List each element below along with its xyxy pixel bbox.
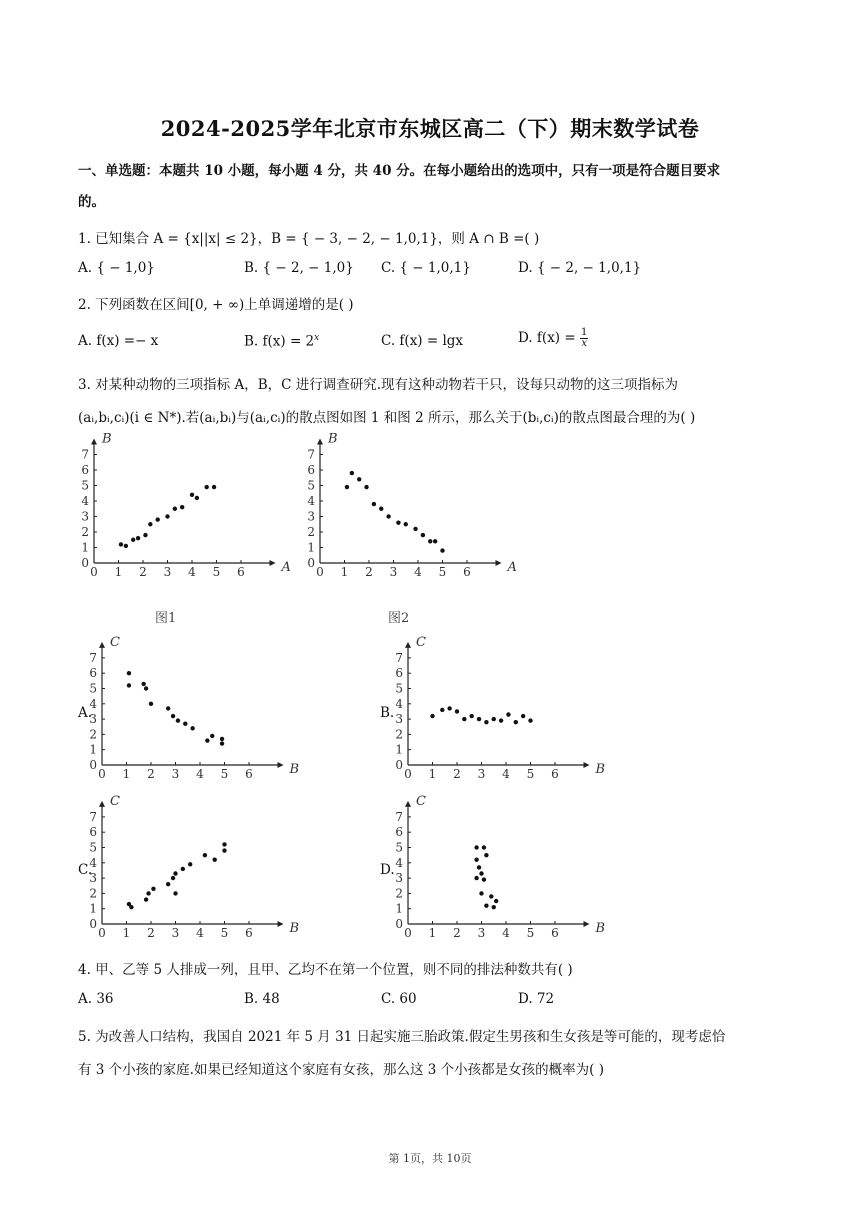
data-point xyxy=(190,726,194,730)
y-tick-label: 5 xyxy=(89,681,97,696)
data-point xyxy=(372,502,376,506)
q2-option-a: A. f(x) =− x xyxy=(78,333,159,349)
x-tick-label: 1 xyxy=(428,926,437,940)
y-tick-label: 0 xyxy=(81,556,89,570)
data-point xyxy=(484,720,488,724)
data-point xyxy=(474,876,478,880)
x-tick-label: 6 xyxy=(237,565,245,579)
x-tick-label: 4 xyxy=(188,565,196,579)
q4-stem: 4. 甲、乙等 5 人排成一列，且甲、乙均不在第一个位置，则不同的排法种数共有( ) xyxy=(78,962,573,978)
x-tick-label: 3 xyxy=(171,926,180,940)
x-axis-arrow xyxy=(584,762,590,768)
data-point xyxy=(203,853,207,857)
data-point xyxy=(379,507,383,511)
scatter-option-d xyxy=(386,792,606,942)
x-axis-label: B xyxy=(289,921,300,936)
x-tick-label: 3 xyxy=(163,565,172,579)
x-tick-label: 5 xyxy=(212,565,221,579)
y-tick-label: 4 xyxy=(395,855,403,870)
data-point xyxy=(124,544,128,548)
data-point xyxy=(521,714,525,718)
data-point xyxy=(205,738,209,742)
data-point xyxy=(345,485,349,489)
data-point xyxy=(482,845,486,849)
figure-2-caption: 图2 xyxy=(388,611,410,626)
data-point xyxy=(212,485,216,489)
data-point xyxy=(413,527,417,531)
x-tick-label: 1 xyxy=(122,767,131,781)
y-tick-label: 1 xyxy=(307,540,315,555)
data-point xyxy=(220,737,224,741)
data-point xyxy=(156,517,160,521)
data-point xyxy=(489,894,493,898)
y-tick-label: 0 xyxy=(395,758,403,772)
q3-line1: 3. 对某种动物的三项指标 A，B，C 进行调查研究.现有这种动物若干只，设每只动物的这三项指标为 xyxy=(78,377,679,393)
data-point xyxy=(188,862,192,866)
data-point xyxy=(421,533,425,537)
data-point xyxy=(494,899,498,903)
data-point xyxy=(477,717,481,721)
x-tick-label: 6 xyxy=(245,767,253,781)
x-tick-label: 2 xyxy=(365,565,373,579)
data-point xyxy=(131,538,135,542)
y-tick-label: 3 xyxy=(395,871,403,886)
q2-option-d xyxy=(518,328,588,349)
data-point xyxy=(129,905,133,909)
q2-stem: 2. 下列函数在区间[0, + ∞)上单调递增的是( ) xyxy=(78,297,354,313)
x-tick-label: 4 xyxy=(196,926,204,940)
scatter-option-c xyxy=(80,792,300,942)
y-tick-label: 5 xyxy=(81,478,89,493)
data-point xyxy=(440,708,444,712)
x-axis-label: B xyxy=(595,762,606,777)
y-tick-label: 4 xyxy=(89,855,97,870)
scatter-option-b xyxy=(386,633,606,783)
y-tick-label: 2 xyxy=(395,727,403,742)
data-point xyxy=(149,702,153,706)
data-point xyxy=(213,858,217,862)
data-point xyxy=(183,721,187,725)
data-point xyxy=(222,848,226,852)
data-point xyxy=(173,891,177,895)
x-tick-label: 5 xyxy=(438,565,447,579)
scatter-figure-2 xyxy=(298,431,517,587)
y-tick-label: 1 xyxy=(395,901,403,916)
data-point xyxy=(447,706,451,710)
data-point xyxy=(386,514,390,518)
y-tick-label: 3 xyxy=(395,712,403,727)
y-tick-label: 7 xyxy=(307,447,315,462)
data-point xyxy=(136,536,140,540)
x-tick-label: 2 xyxy=(139,565,147,579)
exam-title: 2024-2025学年北京市东城区高二（下）期末数学试卷 xyxy=(160,116,700,141)
data-point xyxy=(148,522,152,526)
x-tick-label: 2 xyxy=(453,767,461,781)
data-point xyxy=(479,891,483,895)
x-tick-label: 5 xyxy=(220,767,229,781)
x-tick-label: 0 xyxy=(316,565,324,579)
x-tick-label: 0 xyxy=(98,926,106,940)
data-point xyxy=(479,871,483,875)
data-point xyxy=(357,477,361,481)
y-axis-arrow xyxy=(405,642,411,648)
y-axis-label: C xyxy=(416,793,426,809)
q1-option-b: B. { − 2, − 1,0} xyxy=(244,260,354,276)
data-point xyxy=(151,887,155,891)
data-point xyxy=(176,718,180,722)
data-point xyxy=(528,718,532,722)
x-axis-label: B xyxy=(289,762,300,777)
y-tick-label: 7 xyxy=(395,809,403,824)
q4-option-b: B. 48 xyxy=(244,991,280,1007)
y-tick-label: 3 xyxy=(81,509,89,524)
q5-line2: 有 3 个小孩的家庭.如果已经知道这个家庭有女孩，那么这 3 个小孩都是女孩的概率为( ) xyxy=(78,1062,604,1078)
x-tick-label: 1 xyxy=(122,926,131,940)
data-point xyxy=(119,542,123,546)
x-axis-label: A xyxy=(281,560,291,575)
x-tick-label: 4 xyxy=(502,926,510,940)
y-tick-label: 4 xyxy=(89,696,97,711)
y-tick-label: 0 xyxy=(395,917,403,931)
y-tick-label: 4 xyxy=(395,696,403,711)
x-tick-label: 3 xyxy=(389,565,398,579)
y-tick-label: 7 xyxy=(89,809,97,824)
x-tick-label: 6 xyxy=(551,767,559,781)
fraction-numerator: 1 xyxy=(580,327,588,338)
y-tick-label: 3 xyxy=(307,509,315,524)
y-axis-arrow xyxy=(317,439,323,445)
y-tick-label: 2 xyxy=(89,886,97,901)
q1-option-c: C. { − 1,0,1} xyxy=(381,260,471,276)
y-axis-label: C xyxy=(110,793,120,809)
data-point xyxy=(499,718,503,722)
q4-option-a: A. 36 xyxy=(78,991,114,1007)
y-tick-label: 1 xyxy=(395,742,403,757)
scatter-option-a xyxy=(80,633,300,783)
q3-option-d-label: D. xyxy=(380,862,395,878)
q2-option-d-fraction xyxy=(580,328,588,349)
data-point xyxy=(428,539,432,543)
q2-option-b xyxy=(244,333,319,350)
q3-option-c-label: C. xyxy=(78,862,93,878)
y-tick-label: 5 xyxy=(89,840,97,855)
data-point xyxy=(222,842,226,846)
x-tick-label: 4 xyxy=(502,767,510,781)
page-footer: 第 1页，共 10页 xyxy=(388,1152,472,1165)
y-tick-label: 6 xyxy=(395,666,403,681)
x-tick-label: 1 xyxy=(428,767,437,781)
data-point xyxy=(173,871,177,875)
data-point xyxy=(190,493,194,497)
x-tick-label: 0 xyxy=(404,926,412,940)
data-point xyxy=(195,496,199,500)
y-tick-label: 1 xyxy=(81,540,89,555)
y-tick-label: 2 xyxy=(395,886,403,901)
data-point xyxy=(484,903,488,907)
data-point xyxy=(205,485,209,489)
q1-stem: 1. 已知集合 A = {x||x| ≤ 2}，B = { − 3, − 2, − 1,0,1}，则 A ∩ B =( ) xyxy=(78,231,540,247)
data-point xyxy=(440,548,444,552)
y-tick-label: 6 xyxy=(89,666,97,681)
x-axis-arrow xyxy=(270,560,276,566)
q4-option-c: C. 60 xyxy=(381,991,417,1007)
y-axis-label: C xyxy=(110,634,120,650)
y-tick-label: 3 xyxy=(89,712,97,727)
x-axis-arrow xyxy=(278,762,284,768)
q2-option-b-exponent: x xyxy=(314,333,320,343)
q3-option-a-label: A. xyxy=(78,705,93,721)
scatter-figure-1 xyxy=(72,431,291,587)
data-point xyxy=(173,507,177,511)
y-tick-label: 0 xyxy=(89,758,97,772)
data-point xyxy=(165,514,169,518)
y-tick-label: 0 xyxy=(307,556,315,570)
y-tick-label: 1 xyxy=(89,901,97,916)
data-point xyxy=(433,539,437,543)
x-axis-label: A xyxy=(507,560,517,575)
data-point xyxy=(127,683,131,687)
q2-option-c: C. f(x) = lgx xyxy=(381,333,464,349)
q4-option-d: D. 72 xyxy=(518,991,555,1007)
x-axis-arrow xyxy=(584,921,590,927)
data-point xyxy=(127,671,131,675)
y-tick-label: 4 xyxy=(307,494,315,508)
y-tick-label: 1 xyxy=(89,742,97,757)
q5-line1: 5. 为改善人口结构，我国自 2021 年 5 月 31 日起实施三胎政策.假定生男孩和生女孩是等可能的，现考虑恰 xyxy=(78,1029,726,1045)
x-tick-label: 6 xyxy=(245,926,253,940)
y-axis-arrow xyxy=(99,801,105,807)
x-tick-label: 4 xyxy=(414,565,422,579)
data-point xyxy=(181,867,185,871)
y-tick-label: 0 xyxy=(89,917,97,931)
y-tick-label: 6 xyxy=(89,825,97,840)
y-axis-arrow xyxy=(91,439,97,445)
data-point xyxy=(171,714,175,718)
y-tick-label: 4 xyxy=(81,494,89,508)
y-tick-label: 2 xyxy=(89,727,97,742)
q3-line2: (aᵢ,bᵢ,cᵢ)(i ∈ N*).若(aᵢ,bᵢ)与(aᵢ,cᵢ)的散点图如图 1 和图 2 所示，那么关于(bᵢ,cᵢ)的散点图最合理的为( ) xyxy=(78,410,696,426)
y-tick-label: 2 xyxy=(81,525,89,539)
q1-option-d: D. { − 2, − 1,0,1} xyxy=(518,260,642,276)
data-point xyxy=(180,505,184,509)
y-tick-label: 5 xyxy=(395,840,403,855)
y-tick-label: 2 xyxy=(307,525,315,539)
data-point xyxy=(492,717,496,721)
data-point xyxy=(474,845,478,849)
y-tick-label: 6 xyxy=(307,463,315,477)
figure-1-caption: 图1 xyxy=(155,611,177,626)
data-point xyxy=(396,521,400,525)
x-tick-label: 6 xyxy=(551,926,559,940)
fraction-denominator: x xyxy=(581,338,587,349)
data-point xyxy=(506,712,510,716)
y-tick-label: 6 xyxy=(395,825,403,840)
y-tick-label: 5 xyxy=(307,478,315,493)
data-point xyxy=(166,882,170,886)
data-point xyxy=(144,897,148,901)
data-point xyxy=(364,485,368,489)
y-axis-label: B xyxy=(328,431,338,447)
y-axis-label: C xyxy=(416,634,426,650)
y-tick-label: 7 xyxy=(89,650,97,665)
x-tick-label: 5 xyxy=(526,767,535,781)
x-tick-label: 1 xyxy=(340,565,349,579)
data-point xyxy=(350,471,354,475)
data-point xyxy=(484,853,488,857)
data-point xyxy=(171,876,175,880)
data-point xyxy=(482,877,486,881)
data-point xyxy=(404,522,408,526)
x-tick-label: 3 xyxy=(171,767,180,781)
y-tick-label: 6 xyxy=(81,463,89,477)
x-tick-label: 2 xyxy=(147,926,155,940)
x-tick-label: 5 xyxy=(220,926,229,940)
y-tick-label: 7 xyxy=(81,447,89,462)
q2-option-d-text: D. f(x) = xyxy=(518,330,576,346)
x-tick-label: 0 xyxy=(98,767,106,781)
y-tick-label: 3 xyxy=(89,871,97,886)
x-tick-label: 4 xyxy=(196,767,204,781)
y-axis-label: B xyxy=(102,431,112,447)
data-point xyxy=(430,714,434,718)
q1-option-a: A. { − 1,0} xyxy=(78,260,155,276)
x-tick-label: 2 xyxy=(147,767,155,781)
x-tick-label: 3 xyxy=(477,767,486,781)
x-axis-arrow xyxy=(496,560,502,566)
x-tick-label: 0 xyxy=(90,565,98,579)
data-point xyxy=(210,734,214,738)
data-point xyxy=(470,714,474,718)
data-point xyxy=(492,905,496,909)
data-point xyxy=(477,865,481,869)
x-tick-label: 5 xyxy=(526,926,535,940)
y-axis-arrow xyxy=(99,642,105,648)
data-point xyxy=(514,720,518,724)
x-tick-label: 3 xyxy=(477,926,486,940)
x-axis-arrow xyxy=(278,921,284,927)
q3-option-b-label: B. xyxy=(380,705,395,721)
y-axis-arrow xyxy=(405,801,411,807)
data-point xyxy=(462,717,466,721)
y-tick-label: 5 xyxy=(395,681,403,696)
y-tick-label: 7 xyxy=(395,650,403,665)
x-tick-label: 0 xyxy=(404,767,412,781)
section-instruction-line1: 一、单选题：本题共 10 小题，每小题 4 分，共 40 分。在每小题给出的选项中，只有一项是符合题目要求 xyxy=(78,163,721,179)
data-point xyxy=(474,858,478,862)
x-axis-label: B xyxy=(595,921,606,936)
section-instruction-line2: 的。 xyxy=(78,194,105,210)
data-point xyxy=(166,706,170,710)
data-point xyxy=(220,741,224,745)
data-point xyxy=(146,891,150,895)
q2-option-b-text: B. f(x) = 2 xyxy=(244,333,315,350)
x-tick-label: 1 xyxy=(114,565,123,579)
x-tick-label: 2 xyxy=(453,926,461,940)
data-point xyxy=(455,709,459,713)
data-point xyxy=(143,533,147,537)
data-point xyxy=(144,686,148,690)
data-point xyxy=(141,682,145,686)
x-tick-label: 6 xyxy=(463,565,471,579)
